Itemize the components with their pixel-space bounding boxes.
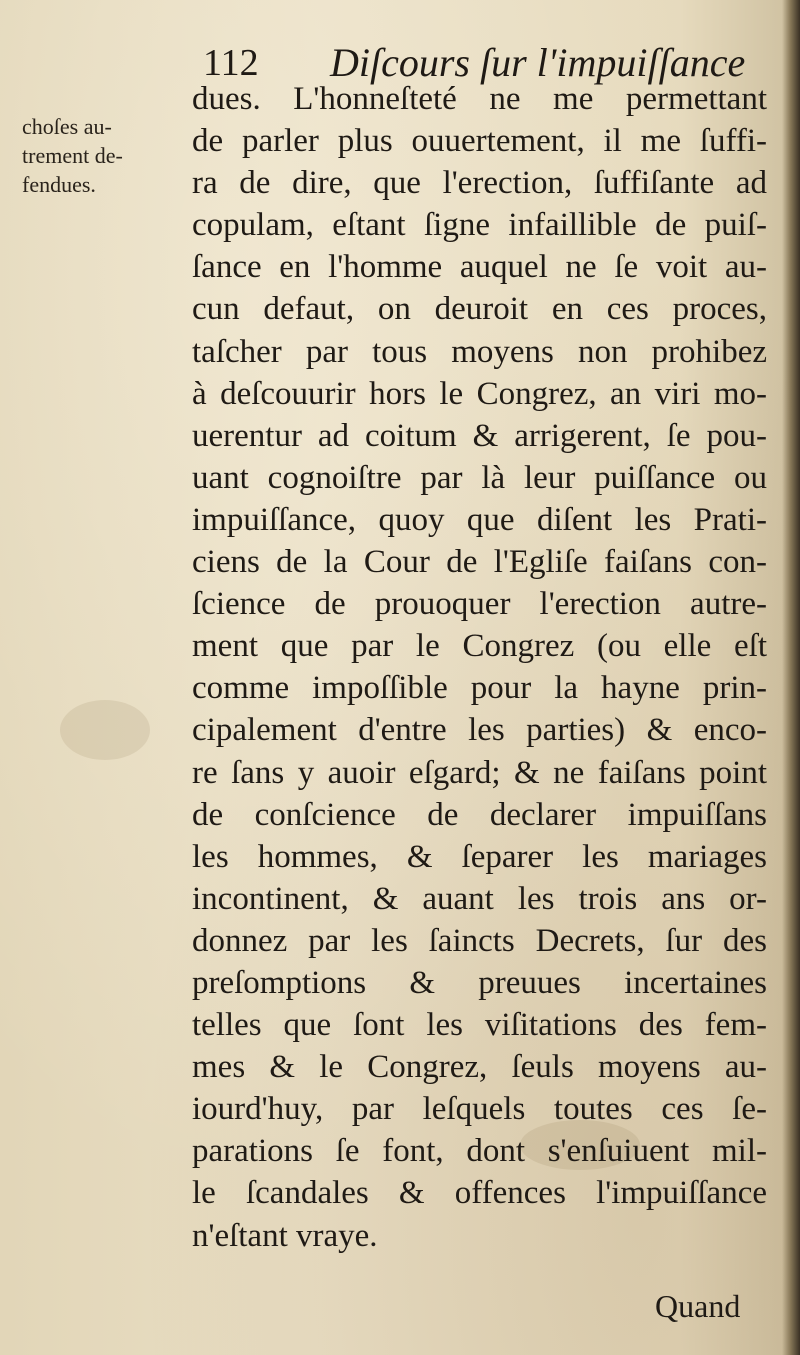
catchword: Quand <box>655 1288 741 1324</box>
text-line: ment que par le Congrez (ou elle eſt <box>192 628 767 665</box>
page-edge-shadow <box>782 0 800 1355</box>
text-line: preſomptions & preuues incertaines <box>192 964 767 1001</box>
text-line: les hommes, & ſeparer les mariages <box>192 838 767 875</box>
paper-stain <box>60 700 150 760</box>
text-line: ra de dire, que l'erection, ſuffiſante ad <box>192 165 767 202</box>
page-number: 112 <box>203 42 259 84</box>
text-line: parations ſe font, dont s'enſuiuent mil- <box>192 1133 767 1170</box>
text-line: re ſans y auoir eſgard; & ne faiſans point <box>192 754 767 791</box>
text-line: ſance en l'homme auquel ne ſe voit au- <box>192 249 767 286</box>
margin-note-line: choſes au- <box>22 114 112 139</box>
text-line: copulam, eſtant ſigne infaillible de puiſ- <box>192 207 767 244</box>
margin-note-line: trement de- <box>22 143 123 168</box>
text-line: mes & le Congrez, ſeuls moyens au- <box>192 1049 767 1086</box>
text-line: donnez par les ſaincts Decrets, ſur des <box>192 922 767 959</box>
running-title: Diſcours ſur l'impuiſſance <box>330 40 746 85</box>
margin-note-line: fendues. <box>22 172 96 197</box>
text-line: ſcience de prouoquer l'erection autre- <box>192 586 767 623</box>
margin-note <box>22 112 187 199</box>
text-line: cun defaut, on deuroit en ces proces, <box>192 291 767 328</box>
text-line: le ſcandales & offences l'impuiſſance <box>192 1175 767 1212</box>
text-line: de parler plus ouuertement, il me ſuffi- <box>192 123 767 160</box>
body-text <box>192 78 767 1257</box>
text-line: uerentur ad coitum & arrigerent, ſe pou- <box>192 417 767 454</box>
text-line: de conſcience de declarer impuiſſans <box>192 796 767 833</box>
text-line: à deſcouurir hors le Congrez, an viri mo- <box>192 375 767 412</box>
text-line: iourd'huy, par leſquels toutes ces ſe- <box>192 1091 767 1128</box>
text-line: taſcher par tous moyens non prohibez <box>192 333 767 370</box>
text-line: impuiſſance, quoy que diſent les Prati- <box>192 501 767 538</box>
text-line: cipalement d'entre les parties) & enco- <box>192 712 767 749</box>
text-line: dues. L'honneſteté ne me permettant <box>192 81 767 117</box>
text-line: uant cognoiſtre par là leur puiſſance ou <box>192 459 767 496</box>
text-line: incontinent, & auant les trois ans or- <box>192 880 767 917</box>
text-line: comme impoſſible pour la hayne prin- <box>192 670 767 707</box>
text-line: ciens de la Cour de l'Egliſe faiſans con- <box>192 544 767 581</box>
text-line: n'eſtant vraye. <box>192 1217 378 1254</box>
text-line: telles que ſont les viſitations des fem- <box>192 1007 767 1044</box>
